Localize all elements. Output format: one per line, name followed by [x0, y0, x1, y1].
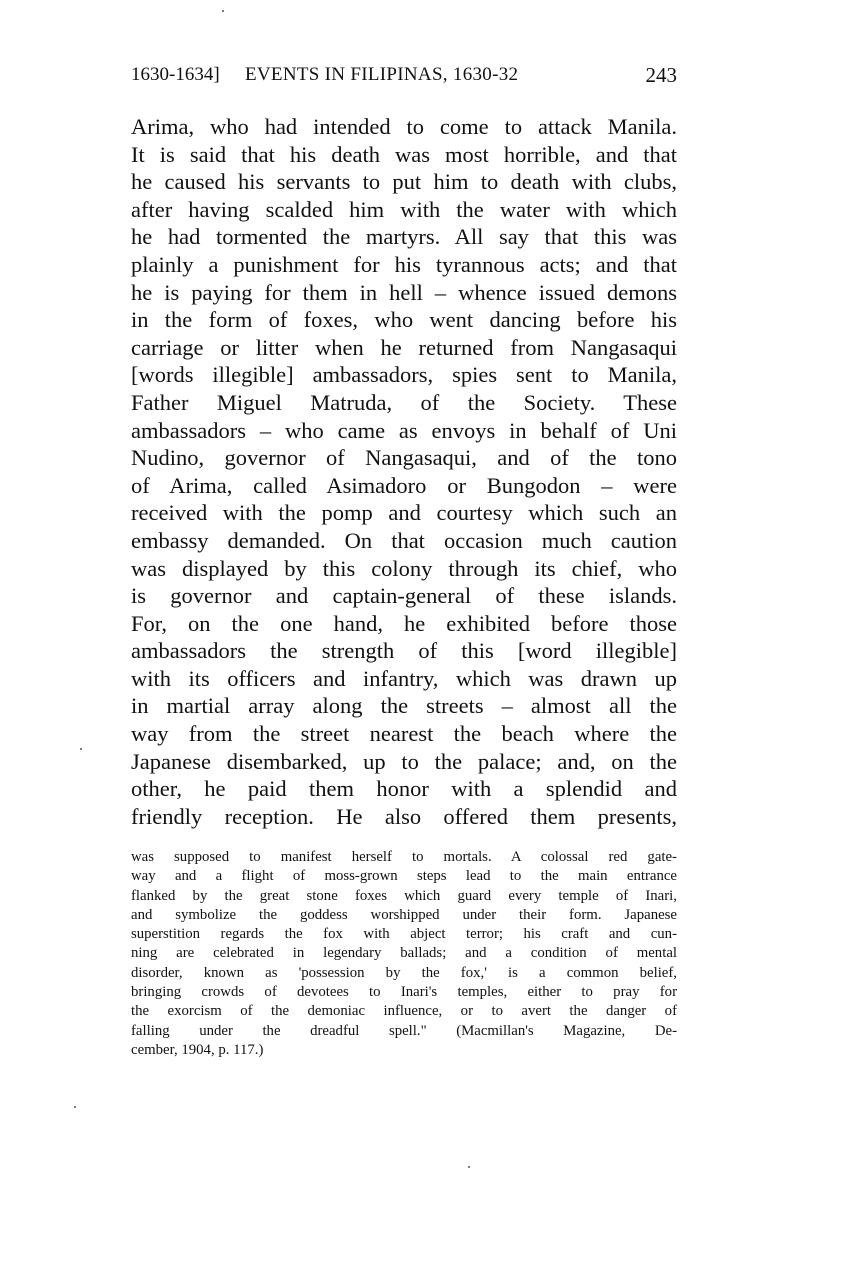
- footnote-line: way and a flight of moss-grown steps lead to the main entrance: [131, 868, 677, 885]
- main-text-line: Nudino, governor of Nangasaqui, and of the tono: [131, 445, 677, 471]
- main-text-line: friendly reception. He also offered them presents,: [131, 803, 677, 829]
- footnote-line: disorder, known as 'possession by the fox,' is a common belief,: [131, 964, 677, 981]
- main-text-line: ambassadors the strength of this [word illegible]: [131, 638, 677, 664]
- page-number: 243: [645, 63, 677, 87]
- running-head-title: EVENTS IN FILIPINAS, 1630-32: [245, 64, 519, 85]
- footnote-line: bringing crowds of devotees to Inari's temples, either to pray for: [131, 984, 677, 1001]
- footnote-line: superstition regards the fox with abject terror; his craft and cun-: [131, 926, 677, 943]
- main-text-line: he caused his servants to put him to death with clubs,: [131, 169, 677, 195]
- main-text-line: plainly a punishment for his tyrannous acts; and that: [131, 251, 677, 277]
- footnote-line: cember, 1904, p. 117.): [131, 1041, 264, 1058]
- main-text-line: carriage or litter when he returned from Nangasaqui: [131, 334, 677, 360]
- footnote-line: ning are celebrated in legendary ballads; and a condition of mental: [131, 945, 677, 962]
- scan-speck: [74, 1106, 76, 1108]
- main-text-line: [words illegible] ambassadors, spies sent to Manila,: [131, 362, 677, 388]
- main-text-line: in the form of foxes, who went dancing before his: [131, 307, 677, 333]
- footnote-line: and symbolize the goddess worshipped under their form. Japanese: [131, 906, 677, 923]
- main-text-line: in martial array along the streets – almost all the: [131, 693, 677, 719]
- main-text-line: Arima, who had intended to come to attack Manila.: [131, 114, 677, 139]
- main-text-line: was displayed by this colony through its chief, who: [131, 555, 677, 581]
- main-text-line: is governor and captain-general of these islands.: [131, 583, 677, 609]
- running-head-date-range: 1630-1634]: [131, 64, 220, 85]
- main-text-line: of Arima, called Asimadoro or Bungodon – were: [131, 472, 677, 498]
- footnote: [131, 848, 677, 1060]
- main-text-line: he is paying for them in hell – whence issued demons: [131, 279, 677, 305]
- main-text-line: with its officers and infantry, which was drawn up: [131, 665, 677, 691]
- main-text-line: after having scalded him with the water with which: [131, 196, 677, 222]
- main-text-line: Father Miguel Matruda, of the Society. These: [131, 389, 677, 415]
- main-text-line: It is said that his death was most horrible, and that: [131, 141, 677, 167]
- running-head: [131, 60, 677, 90]
- main-text-line: embassy demanded. On that occasion much caution: [131, 527, 677, 553]
- main-text-line: other, he paid them honor with a splendid and: [131, 776, 677, 802]
- main-text: [131, 113, 677, 830]
- main-text-line: way from the street nearest the beach where the: [131, 721, 677, 747]
- footnote-line: flanked by the great stone foxes which guard every temple of Inari,: [131, 887, 677, 904]
- main-text-line: Japanese disembarked, up to the palace; and, on the: [131, 748, 677, 774]
- scan-speck: [468, 1166, 470, 1168]
- main-text-line: he had tormented the martyrs. All say that this was: [131, 224, 677, 250]
- footnote-line: was supposed to manifest herself to mortals. A colossal red gate-: [131, 849, 677, 865]
- scan-speck: [222, 10, 224, 12]
- main-text-line: received with the pomp and courtesy which such an: [131, 500, 677, 526]
- footnote-line: falling under the dreadful spell." (Macmillan's Magazine, De-: [131, 1022, 677, 1039]
- footnote-line: the exorcism of the demoniac influence, or to avert the danger of: [131, 1003, 677, 1020]
- main-text-line: For, on the one hand, he exhibited before those: [131, 610, 677, 636]
- main-text-line: ambassadors – who came as envoys in behalf of Uni: [131, 417, 677, 443]
- scan-speck: [80, 748, 82, 750]
